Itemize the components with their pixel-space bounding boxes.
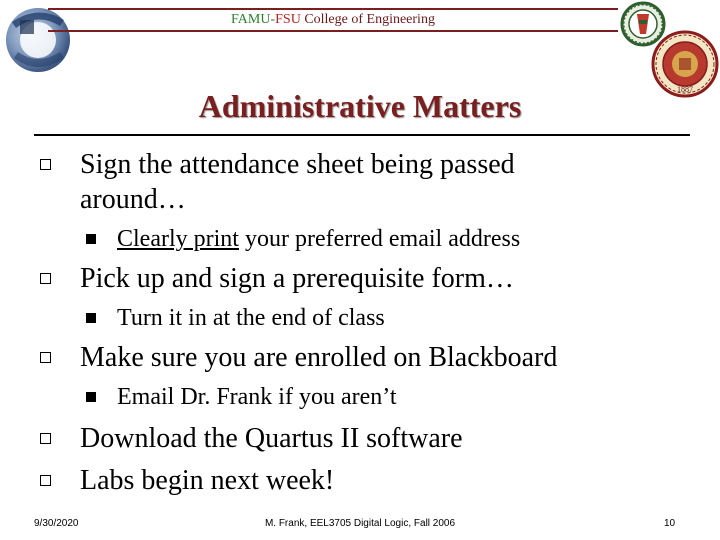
bullet-text: Make sure you are enrolled on Blackboard	[80, 342, 558, 373]
bullet-square-icon	[40, 475, 56, 491]
fsu-seal-year: 1887	[677, 85, 693, 94]
bullet-square-icon	[40, 273, 56, 289]
sub-bullet-text: Email Dr. Frank if you aren’t	[117, 384, 397, 410]
sub-bullet-text: Turn it in at the end of class	[117, 305, 385, 331]
sub-bullet-square-icon	[86, 234, 96, 244]
bullet-text: Download the Quartus II software	[80, 423, 463, 454]
bullet-text: Pick up and sign a prerequisite form…	[80, 263, 514, 294]
slide-title: Administrative Matters	[198, 88, 522, 124]
bullet-text: Labs begin next week!	[80, 465, 335, 496]
bullet-square-icon	[40, 352, 56, 368]
sub-bullet-text: Clearly print your preferred email address	[117, 226, 521, 252]
footer-course: M. Frank, EEL3705 Digital Logic, Fall 2006	[264, 518, 456, 529]
bullet-text: Sign the attendance sheet being passed	[80, 149, 515, 180]
footer-date: 9/30/2020	[34, 518, 79, 529]
header-bar	[48, 8, 618, 32]
bullet-square-icon	[40, 433, 56, 449]
footer-page-number: 10	[664, 518, 676, 529]
fsu-seal-icon	[653, 32, 717, 96]
famu-seal-icon	[622, 3, 664, 45]
header-title: FAMU-FSU College of Engineering	[231, 12, 435, 27]
title-divider	[34, 134, 690, 136]
bullet-text-continued: around…	[80, 184, 186, 215]
sub-bullet-square-icon	[86, 392, 96, 402]
sub-bullet-square-icon	[86, 313, 96, 323]
bullet-square-icon	[40, 159, 56, 175]
university-seals	[615, 0, 720, 100]
